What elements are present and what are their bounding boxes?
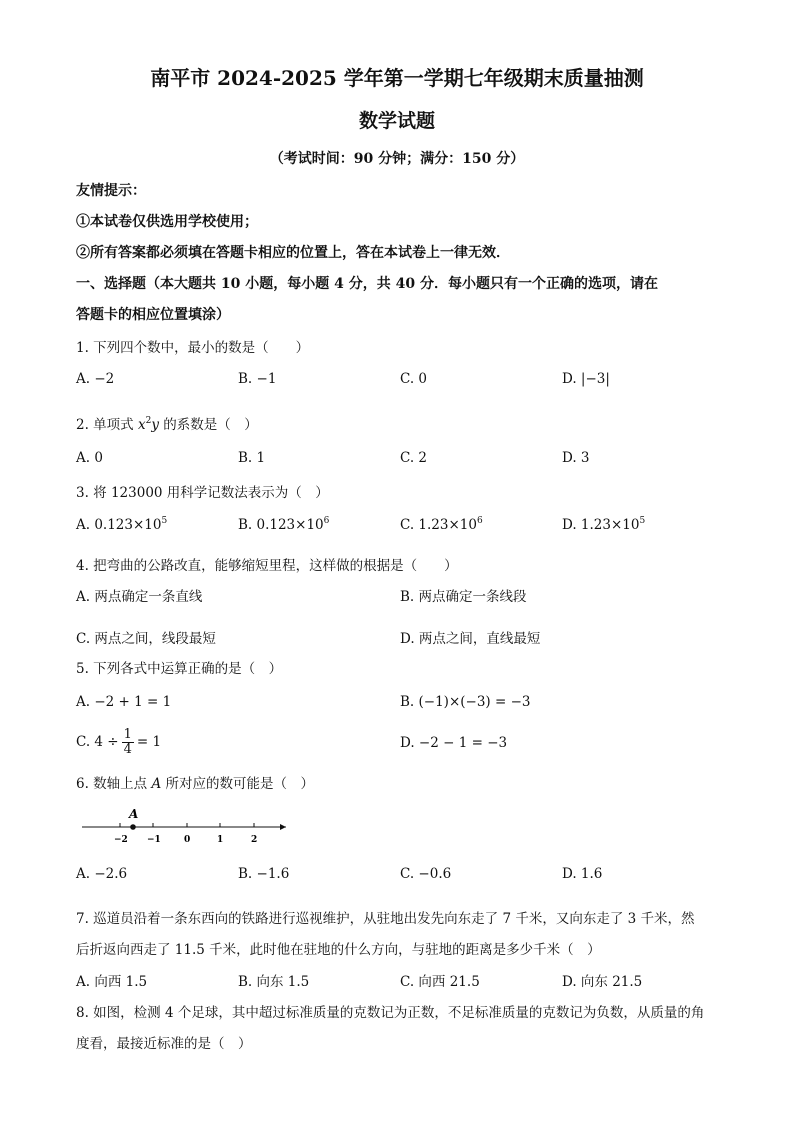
question-8-stem-line2: 度看，最接近标准的是（ ）: [76, 1036, 252, 1052]
question-5-option-c-tail: = 1: [136, 734, 162, 750]
question-3-option-d: [562, 517, 645, 533]
question-6-stem-pre: 6. 数轴上点: [76, 776, 152, 792]
question-4-option-d: D. 两点之间，直线最短: [400, 631, 541, 647]
question-1-option-b: B. −1: [238, 371, 277, 387]
question-7-option-c: C. 向西 21.5: [400, 974, 480, 990]
question-4-option-c: C. 两点之间，线段最短: [76, 631, 216, 647]
tick-label: 2: [251, 835, 258, 845]
question-2-option-a: A. 0: [76, 450, 103, 466]
question-3-option-c-exp: 6: [476, 516, 483, 526]
question-3-option-c-base: C. 1.23×10: [400, 517, 477, 533]
question-2-stem-post: 的系数是（ ）: [158, 417, 258, 433]
question-5-fraction: [122, 728, 134, 757]
number-line-figure: [80, 805, 295, 847]
question-7-option-d: D. 向东 21.5: [562, 974, 643, 990]
question-5-option-a: A. −2 + 1 = 1: [76, 694, 172, 710]
question-5-option-b: B. (−1)×(−3) = −3: [400, 694, 531, 710]
question-8-stem-line1: 8. 如图，检测 4 个足球，其中超过标准质量的克数记为正数，不足标准质量的克数记为负数，从质量的角: [76, 1005, 705, 1021]
section-heading-line2: 答题卡的相应位置填涂）: [76, 307, 230, 323]
question-3-option-d-exp: 5: [639, 516, 646, 526]
tip-item-1: ①本试卷仅供选用学校使用；: [76, 214, 258, 230]
question-3-option-b-base: B. 0.123×10: [238, 517, 324, 533]
question-2-option-d: D. 3: [562, 450, 590, 466]
question-7-option-a: A. 向西 1.5: [76, 974, 148, 990]
tick-label: 0: [184, 835, 191, 845]
fraction-denominator: 4: [123, 741, 132, 757]
point-a-label: A: [129, 807, 139, 821]
question-6-point-name: A: [151, 776, 162, 792]
tip-item-2: ②所有答案都必须填在答题卡相应的位置上，答在本试卷上一律无效．: [76, 245, 510, 261]
question-5-option-c: [76, 724, 161, 760]
question-2-stem-pre: 2. 单项式: [76, 417, 138, 433]
exam-title: 南平市 2024-2025 学年第一学期七年级期末质量抽测: [150, 66, 644, 90]
question-3-option-d-base: D. 1.23×10: [562, 517, 640, 533]
tick-label: 1: [217, 835, 224, 845]
question-2-var-x: x: [137, 417, 146, 433]
question-7-stem-line2: 后折返向西走了 11.5 千米，此时他在驻地的什么方向，与驻地的距离是多少千米（ ）: [76, 942, 601, 958]
point-a-dot: [130, 824, 136, 830]
question-3-option-a: [76, 517, 167, 533]
question-1-stem: 1. 下列四个数中，最小的数是（ ）: [76, 340, 310, 356]
question-4-option-b: B. 两点确定一条线段: [400, 589, 527, 605]
exam-info: （考试时间：90 分钟；满分：150 分）: [269, 151, 525, 167]
question-2-exponent: 2: [145, 416, 152, 426]
subject-title: 数学试题: [358, 110, 435, 132]
question-6-option-d: D. 1.6: [562, 866, 603, 882]
question-2-option-b: B. 1: [238, 450, 266, 466]
question-1-option-c: C. 0: [400, 371, 428, 387]
question-6-option-b: B. −1.6: [238, 866, 290, 882]
question-5-stem: 5. 下列各式中运算正确的是（ ）: [76, 661, 283, 677]
question-7-option-b: B. 向东 1.5: [238, 974, 310, 990]
tick-label: −1: [147, 835, 161, 845]
question-6-stem-post: 所对应的数可能是（ ）: [161, 776, 315, 792]
question-7-stem-line1: 7. 巡道员沿着一条东西向的铁路进行巡视维护，从驻地出发先向东走了 7 千米，又向东走了 3 千米，然: [76, 911, 695, 927]
question-5-option-c-text: C. 4 ÷: [76, 734, 119, 750]
question-2-stem: [76, 413, 258, 433]
question-6-option-a: A. −2.6: [76, 866, 128, 882]
question-4-stem: 4. 把弯曲的公路改直，能够缩短里程，这样做的根据是（ ）: [76, 558, 458, 574]
tips-heading: 友情提示：: [76, 183, 146, 199]
question-2-var-y: y: [151, 417, 159, 433]
question-3-option-b: [238, 517, 329, 533]
question-3-option-a-exp: 5: [161, 516, 168, 526]
question-6-option-c: C. −0.6: [400, 866, 452, 882]
question-3-stem: 3. 将 123000 用科学记数法表示为（ ）: [76, 485, 329, 501]
question-3-option-c: [400, 517, 483, 533]
question-5-option-d: D. −2 − 1 = −3: [400, 735, 508, 751]
question-3-option-a-base: A. 0.123×10: [76, 517, 162, 533]
tick-label: −2: [114, 835, 128, 845]
question-3-option-b-exp: 6: [323, 516, 330, 526]
question-6-stem: [76, 772, 314, 792]
question-1-option-d: D. |−3|: [562, 371, 610, 387]
section-heading-line1: 一、选择题（本大题共 10 小题，每小题 4 分，共 40 分．每小题只有一个正确的选项，请在: [76, 276, 658, 292]
question-1-option-a: A. −2: [76, 371, 115, 387]
question-2-option-c: C. 2: [400, 450, 428, 466]
question-4-option-a: A. 两点确定一条直线: [76, 589, 203, 605]
fraction-numerator: 1: [123, 726, 132, 742]
